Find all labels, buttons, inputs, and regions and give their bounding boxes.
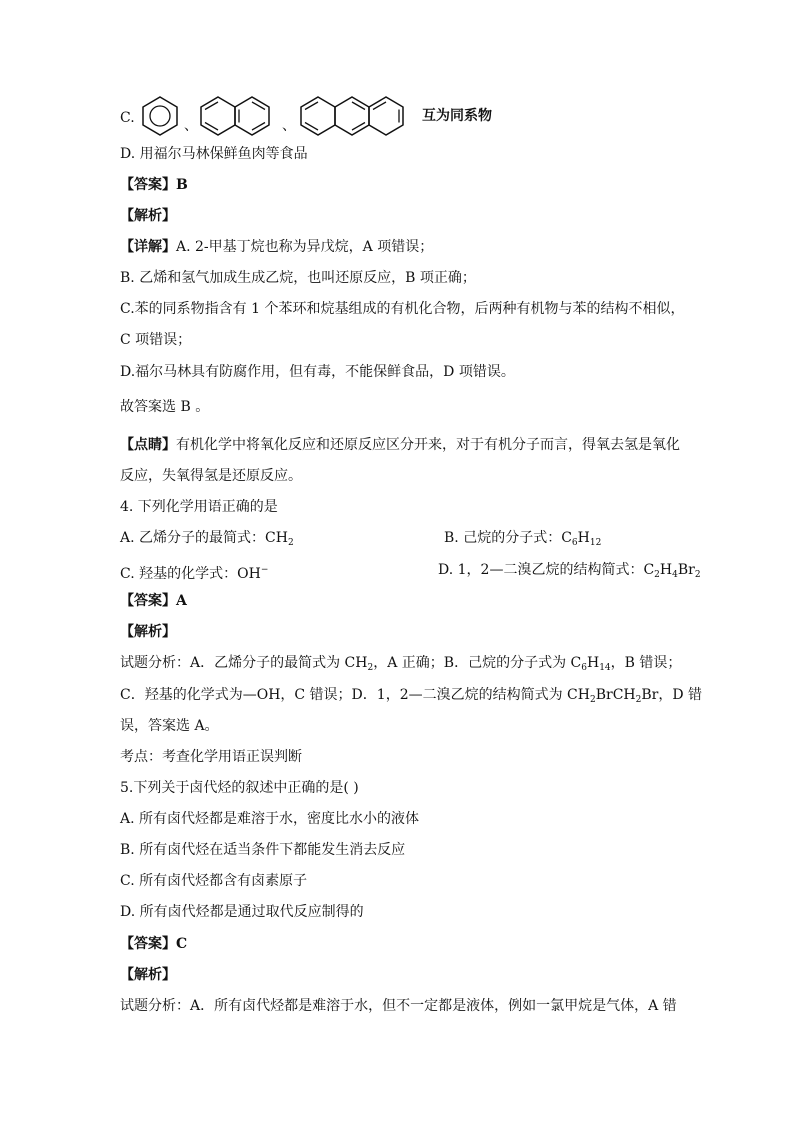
q4-d-sub1: 2: [654, 570, 660, 580]
answer-q3: 【答案】B: [120, 177, 188, 193]
q5-option-a: A. 所有卤代烃都是难溶于水，密度比水小的液体: [120, 811, 420, 827]
comment-tag: 【点睛】: [120, 437, 176, 453]
q4-d-mid1: H: [659, 562, 673, 578]
q4-d-text: D. 1，2—二溴乙烷的结构简式：C: [438, 562, 655, 578]
separator-1: 、: [184, 118, 198, 134]
q4-c-text: C. 羟基的化学式：OH: [120, 566, 261, 582]
analysis-q3: 【解析】: [120, 208, 176, 224]
q4-exp1-d: ，B 错误；: [610, 655, 682, 671]
q4-exp1-a: 试题分析：A．乙烯分子的最简式为 CH: [120, 655, 368, 671]
q4-option-b: [444, 528, 601, 553]
answer-q4: 【答案】A: [120, 593, 187, 609]
q4-exp2-c: Br，D 错: [641, 687, 703, 703]
detail-d: D.福尔马林具有防腐作用，但有毒，不能保鲜食品，D 项错误。: [120, 364, 515, 380]
q5-explanation-1: 试题分析：A．所有卤代烃都是难溶于水，但不一定都是液体，例如一氯甲烷是气体，A 错: [120, 998, 677, 1014]
q4-exp1-b: ，A 正确；B．己烷的分子式为 C: [373, 655, 582, 671]
answer-q5: 【答案】C: [120, 936, 188, 952]
q4-exp1-c: H: [586, 655, 600, 671]
benzene-structure: [138, 94, 182, 138]
q4-option-c: [120, 560, 268, 584]
detail-a: [120, 237, 433, 257]
q4-explanation-1: [120, 653, 681, 678]
q4-topic: 考点：考查化学用语正误判断: [120, 749, 302, 765]
detail-c2: C 项错误；: [120, 332, 192, 348]
naphthalene-structure: [196, 94, 278, 138]
q5-option-b: B. 所有卤代烃在适当条件下都能发生消去反应: [120, 842, 406, 858]
detail-a-text: A. 2-甲基丁烷也称为异戊烷，A 项错误；: [176, 239, 434, 255]
conclusion: 故答案选 B 。: [120, 399, 210, 415]
q4-stem: 4. 下列化学用语正确的是: [120, 499, 278, 515]
q4-d-sub2: 4: [672, 570, 678, 580]
q5-option-c: C. 所有卤代烃都含有卤素原子: [120, 873, 308, 889]
q4-option-a: [120, 528, 294, 553]
anthracene-structure: [296, 94, 412, 138]
q4-a-text: A. 乙烯分子的最简式：CH: [120, 530, 288, 546]
detail-c1: C.苯的同系物指含有 1 个苯环和烷基组成的有机化合物，后两种有机物与苯的结构不相似，: [120, 301, 685, 317]
q5-option-d: D. 所有卤代烃都是通过取代反应制得的: [120, 904, 364, 920]
detail-b: B. 乙烯和氢气加成生成乙烷，也叫还原反应，B 项正确；: [120, 270, 476, 286]
q4-explanation-2: [120, 685, 702, 710]
comment-1-text: 有机化学中将氧化反应和还原反应区分开来，对于有机分子而言，得氧去氢是氧化: [176, 437, 680, 453]
comment-1: [120, 435, 680, 455]
q5-stem: 5.下列关于卤代烃的叙述中正确的是( ): [120, 780, 359, 796]
q4-b-sub2: 12: [589, 538, 602, 548]
separator-2: 、: [282, 118, 296, 134]
detail-tag: 【详解】: [120, 239, 176, 255]
comment-2: 反应，失氧得氢是还原反应。: [120, 468, 302, 484]
q4-exp2-s2: 2: [635, 695, 642, 705]
q4-a-sub: 2: [287, 538, 294, 548]
q4-exp2-s1: 2: [589, 695, 596, 705]
q4-option-d: [438, 560, 701, 585]
q4-b-sub1: 6: [571, 538, 578, 548]
q4-d-mid2: Br: [677, 562, 695, 578]
q4-b-text: B. 己烷的分子式：C: [444, 530, 572, 546]
q4-explanation-3: 误，答案选 A。: [120, 718, 219, 734]
analysis-q5: 【解析】: [120, 967, 176, 983]
analysis-q4: 【解析】: [120, 624, 176, 640]
q4-exp1-s1: 2: [367, 663, 374, 673]
option-c-label: C.: [120, 110, 135, 126]
q4-c-sup: −: [260, 565, 269, 575]
q4-exp2-a: C．羟基的化学式为—OH，C 错误；D．1，2—二溴乙烷的结构简式为 CH: [120, 687, 590, 703]
q4-b-mid: H: [577, 530, 590, 546]
q4-exp1-s2: 6: [581, 663, 587, 673]
q4-d-sub3: 2: [694, 570, 701, 580]
q4-exp2-b: BrCH: [595, 687, 636, 703]
option-d: D. 用福尔马林保鲜鱼肉等食品: [120, 146, 308, 162]
option-c-tail: 互为同系物: [422, 108, 492, 124]
q4-exp1-s3: 14: [599, 663, 611, 673]
